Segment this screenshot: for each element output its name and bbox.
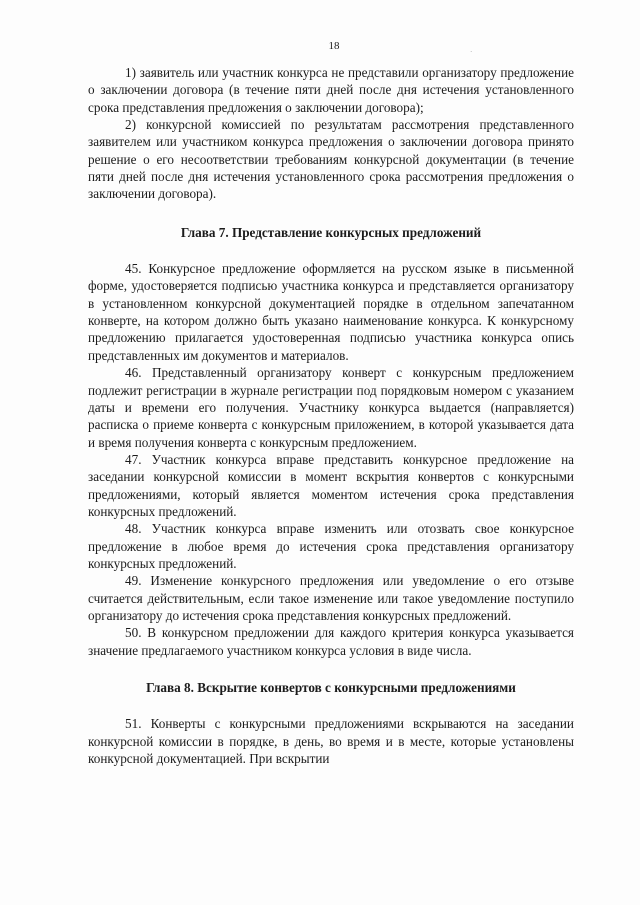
paragraph-item-1: 1) заявитель или участник конкурса не представили организатору предложение о заключении договора (в течение пяти дней после дня истечения установленного срока представления предложения о заключении договора);: [88, 65, 574, 115]
chapter-7-heading: Глава 7. Представление конкурсных предложений: [180, 224, 482, 240]
chapter-8-heading: Глава 8. Вскрытие конвертов с конкурсными предложениями: [146, 680, 516, 695]
paragraph-47: 47. Участник конкурса вправе представить конкурсное предложение на заседании конкурсной комиссии в момент вскрытия конвертов с конкурсными предложениями, который является моментом истечения срока представления конкурсных предложений.: [88, 451, 574, 519]
paragraph-45: 45. Конкурсное предложение оформляется на русском языке в письменной форме, удостоверяется подписью участника конкурса и представляется организатору в установленном конкурсной документацией порядке в отдельном запечатанном конверте, на котором должно быть указано наименование конкурса. К конкурсному предложению прилагается удостоверенная подписью участника конкурса опись представленных им документов и материалов.: [88, 261, 574, 363]
paragraph-48: 48. Участник конкурса вправе изменить или отозвать свое конкурсное предложение в любое время до истечения срока представления организатору конкурсных предложений.: [88, 521, 574, 571]
paragraph-item-2: 2) конкурсной комиссией по результатам рассмотрения представленного заявителем или участником конкурса предложения о заключении договора принято решение о его несоответствии требованиям конкурсной документации (в течение пяти дней после дня истечения установленного срока рассмотрения предложения о заключении договора).: [88, 117, 574, 202]
paragraph-50: 50. В конкурсном предложении для каждого критерия конкурса указывается значение предлагаемого участником конкурса условия в виде числа.: [88, 625, 574, 658]
paragraph-49: 49. Изменение конкурсного предложения или уведомление о его отзыве считается действительным, если такое изменение или такое уведомление поступило организатору до истечения срока представления конкурсных предложений.: [88, 573, 574, 623]
paragraph-46: 46. Представленный организатору конверт с конкурсным предложением подлежит регистрации в журнале регистрации под порядковым номером с указанием даты и времени его получения. Участнику конкурса выдается (направляется) расписка о приеме конверта с конкурсным приложением, в которой указывается дата и время получения конверта с конкурсным предложением.: [88, 365, 574, 450]
paragraph-51: 51. Конверты с конкурсными предложениями вскрываются на заседании конкурсной комиссии в порядке, в день, во время и в месте, которые установлены конкурсной документацией. При вскрытии: [88, 716, 574, 767]
scan-dot-mark: ·: [470, 48, 473, 56]
page-number: 18: [328, 40, 340, 52]
